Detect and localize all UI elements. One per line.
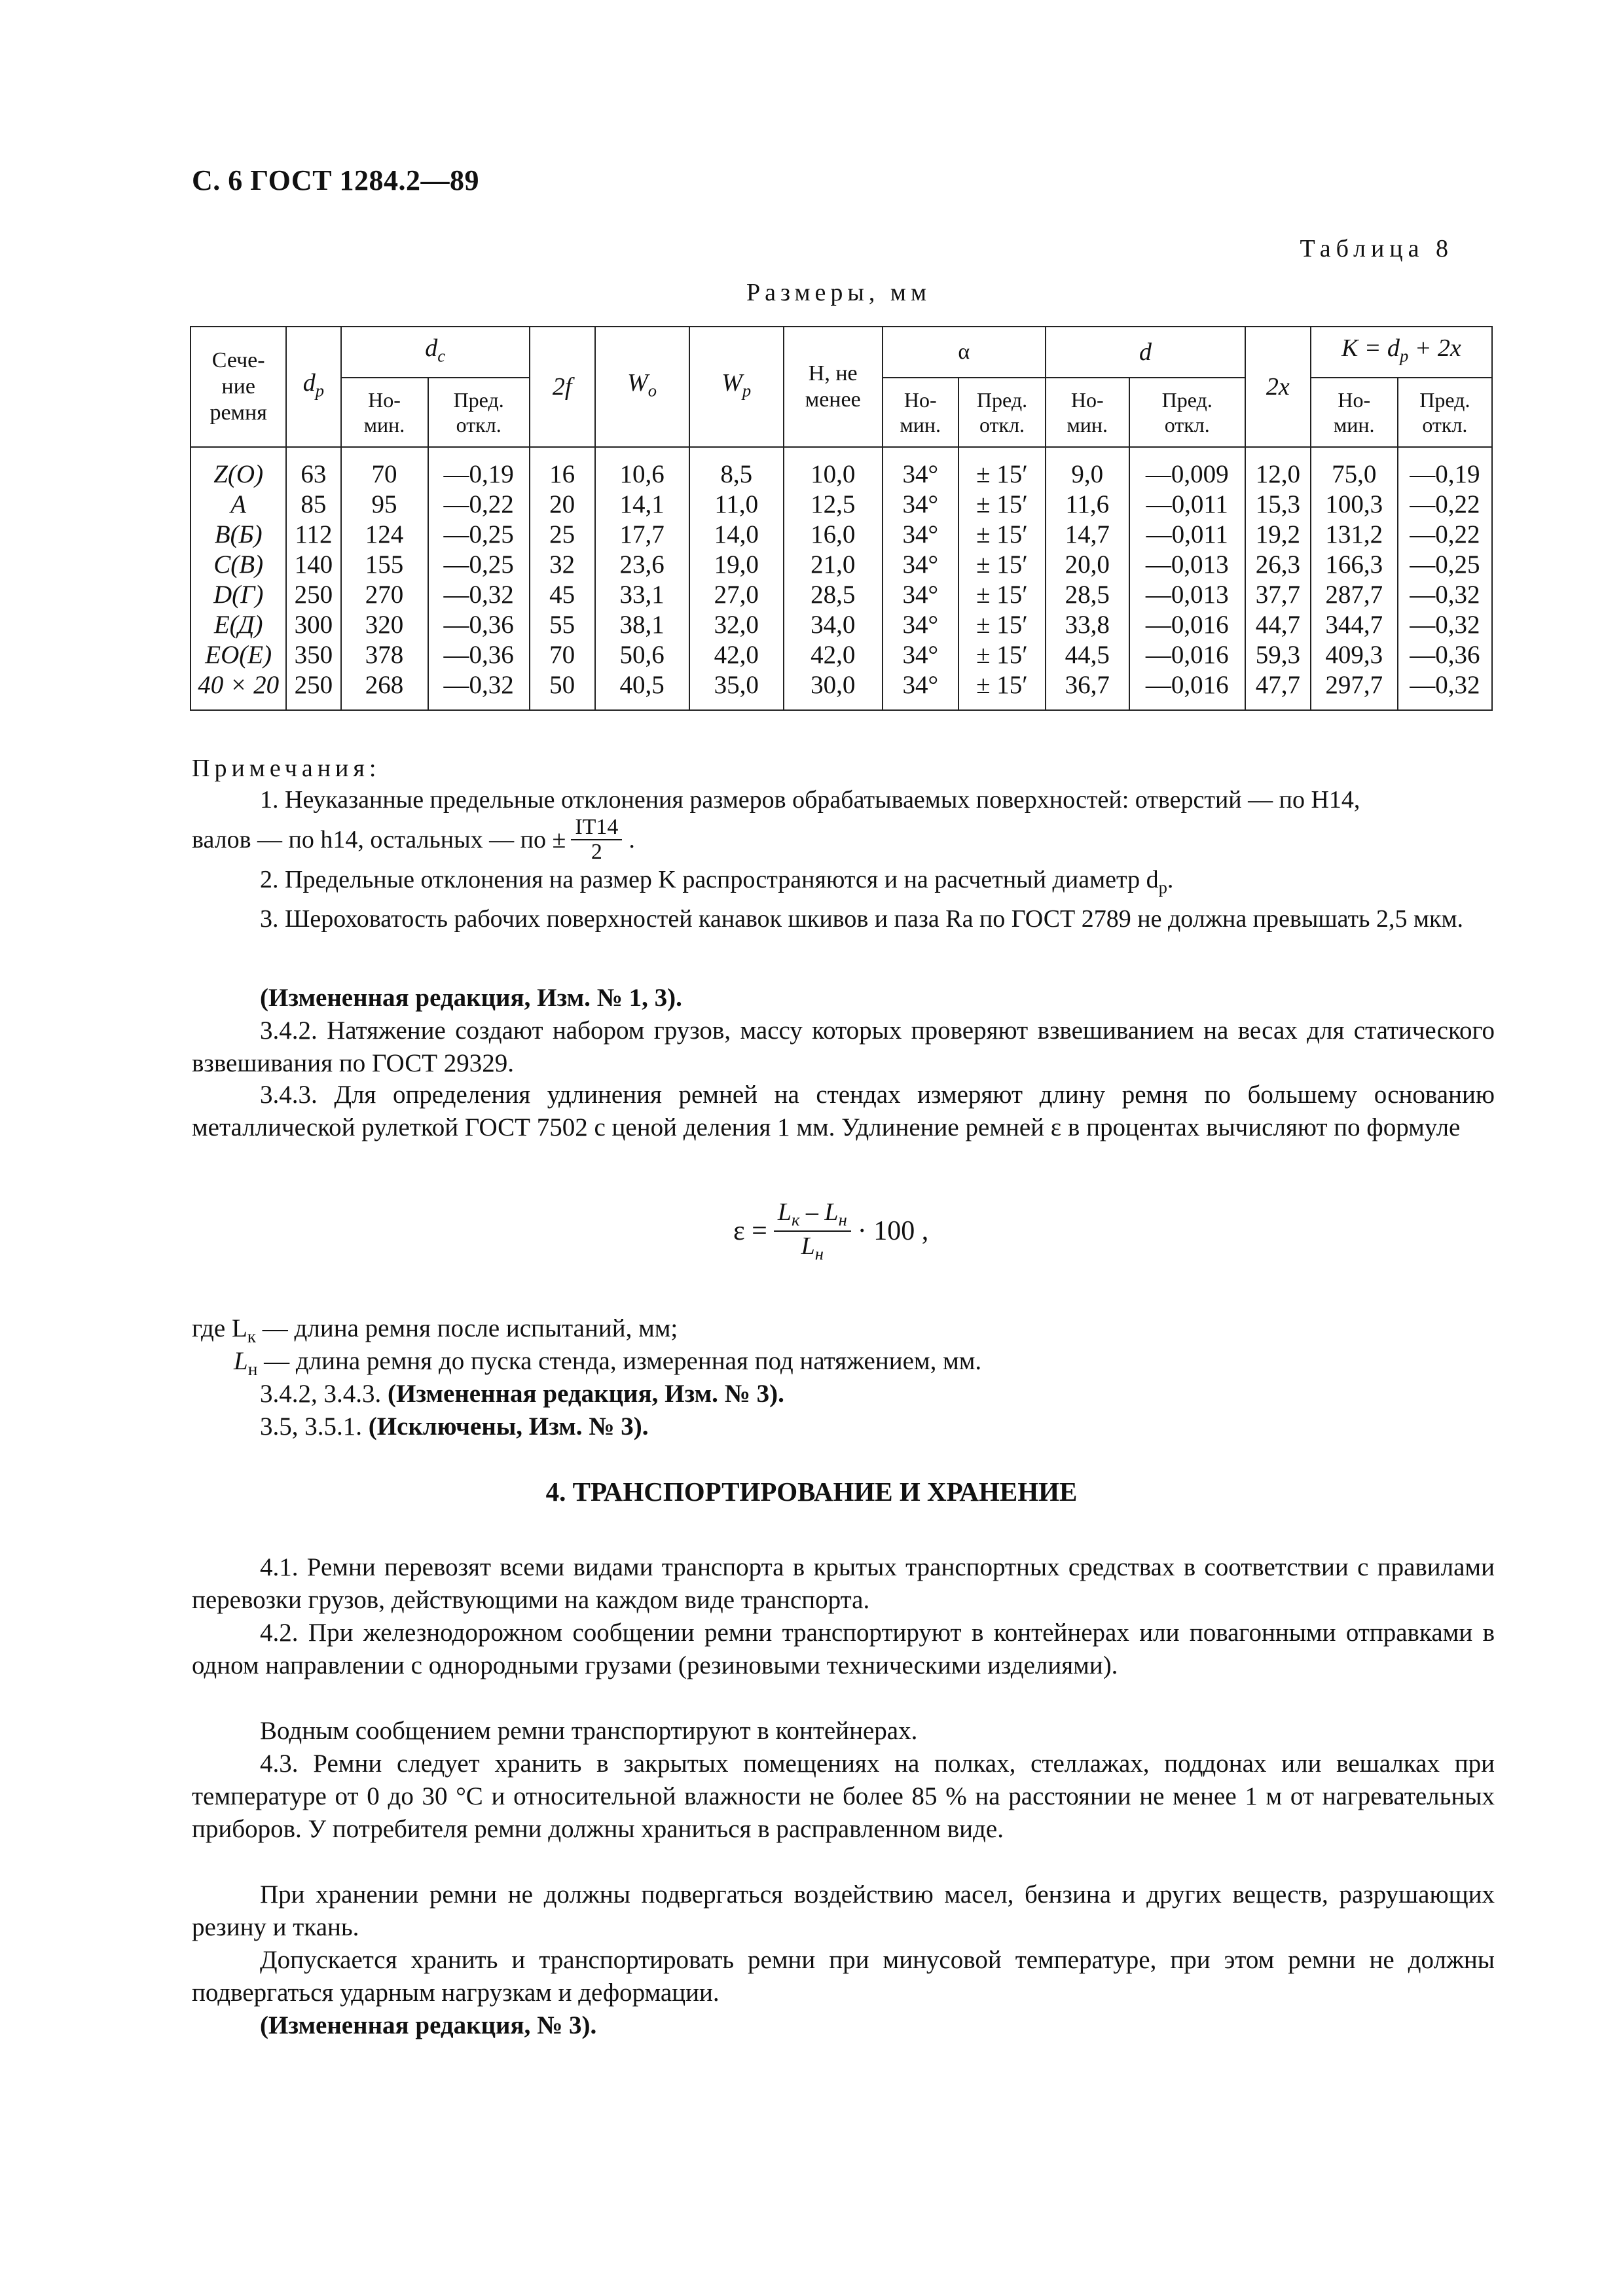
table-cell: 85 xyxy=(286,490,340,520)
table-caption: Размеры, мм xyxy=(746,279,932,306)
col-header-wo: $W_о$ xyxy=(595,327,689,447)
table-cell: 17,7 xyxy=(595,520,689,550)
col-header-h: H, не менее xyxy=(784,327,883,447)
table-cell: 287,7 xyxy=(1311,580,1398,610)
table-cell: 10,6 xyxy=(595,447,689,490)
table-cell: 20,0 xyxy=(1046,550,1129,580)
table-cell: —0,013 xyxy=(1129,580,1245,610)
table-cell: 19,0 xyxy=(689,550,784,580)
table-cell: 75,0 xyxy=(1311,447,1398,490)
table-cell: 344,7 xyxy=(1311,610,1398,640)
table-cell: —0,36 xyxy=(428,610,530,640)
table-cell: 21,0 xyxy=(784,550,883,580)
table-cell: 44,7 xyxy=(1245,610,1311,640)
note-1-frac-den: 2 xyxy=(591,840,602,864)
table-cell: 320 xyxy=(341,610,428,640)
paragraph-4-2: 4.2. При железнодорожном сообщении ремни транспортируют в контейнерах или повагонными отправками в одном направлении с однородными грузами (резиновыми техническими изделиями). xyxy=(192,1619,1495,1679)
table-cell: 140 xyxy=(286,550,340,580)
table-cell: 268 xyxy=(341,670,428,710)
elongation-formula: ε = $\frac{L_к - L_н}{L_н}$ · 100 , xyxy=(733,1198,929,1264)
table-cell: 63 xyxy=(286,447,340,490)
col-header-dc-pred: Пред. откл. xyxy=(428,378,530,447)
table-cell: —0,011 xyxy=(1129,490,1245,520)
paragraph-3-4-3: 3.4.3. Для определения удлинения ремней на стендах измеряют длину ремня по большему основанию металлической рулеткой ГОСТ 7502 с ценой деления 1 мм. Удлинение ремней ε в процентах вычисляют по формуле xyxy=(192,1081,1495,1141)
table-cell: 10,0 xyxy=(784,447,883,490)
table-cell: 20 xyxy=(530,490,595,520)
table-cell: 34° xyxy=(883,490,958,520)
table-cell: 42,0 xyxy=(689,640,784,670)
table-cell: ± 15′ xyxy=(958,610,1046,640)
table-cell: —0,22 xyxy=(1398,490,1492,520)
table-cell: 25 xyxy=(530,520,595,550)
table-cell: 14,7 xyxy=(1046,520,1129,550)
table-cell: ± 15′ xyxy=(958,490,1046,520)
col-header-k-pred: Пред. откл. xyxy=(1398,378,1492,447)
col-header-section: Сече- ние ремня xyxy=(191,327,286,447)
table-cell: 100,3 xyxy=(1311,490,1398,520)
table-row xyxy=(191,670,1492,710)
table-cell: —0,19 xyxy=(1398,447,1492,490)
table-cell: ± 15′ xyxy=(958,640,1046,670)
col-header-2f: 2f xyxy=(530,327,595,447)
col-header-k-nom: Но- мин. xyxy=(1311,378,1398,447)
table-cell: 8,5 xyxy=(689,447,784,490)
table-cell: ± 15′ xyxy=(958,550,1046,580)
table-cell: 16 xyxy=(530,447,595,490)
note-1a: 1. Неуказанные предельные отклонения размеров обрабатываемых поверхностей: отверстий — по Н14, xyxy=(260,786,1360,814)
table-cell: 33,8 xyxy=(1046,610,1129,640)
paragraph-4-3-cold: Допускается хранить и транспортировать ремни при минусовой температуре, при этом ремни не должны подвергаться ударным нагрузкам и деформации. xyxy=(192,1946,1495,2007)
table-row xyxy=(191,610,1492,640)
table-cell: —0,32 xyxy=(1398,610,1492,640)
table-cell: EO(E) xyxy=(191,640,286,670)
table-cell: 34° xyxy=(883,550,958,580)
table-cell: —0,32 xyxy=(1398,670,1492,710)
table-cell: 250 xyxy=(286,670,340,710)
table-row xyxy=(191,490,1492,520)
table-cell: 40 × 20 xyxy=(191,670,286,710)
table-cell: 11,0 xyxy=(689,490,784,520)
table-cell: —0,25 xyxy=(1398,550,1492,580)
excluded-note: 3.5, 3.5.1. (Исключены, Изм. № 3). xyxy=(260,1412,649,1441)
table-cell: 34° xyxy=(883,670,958,710)
table-cell: 12,5 xyxy=(784,490,883,520)
table-cell: 270 xyxy=(341,580,428,610)
table-cell: 34° xyxy=(883,447,958,490)
table-cell: E(Д) xyxy=(191,610,286,640)
table-cell: 166,3 xyxy=(1311,550,1398,580)
note-1-frac-num: IT14 xyxy=(571,816,622,840)
note-3: 3. Шероховатость рабочих поверхностей канавок шкивов и паза Ra по ГОСТ 2789 не должна превышать 2,5 мкм. xyxy=(260,905,1464,933)
table-cell: —0,25 xyxy=(428,520,530,550)
col-header-wp: $W_р$ xyxy=(689,327,784,447)
table-cell: —0,32 xyxy=(428,580,530,610)
table-cell: 9,0 xyxy=(1046,447,1129,490)
page-header: С. 6 ГОСТ 1284.2—89 xyxy=(192,164,480,196)
table-cell: 23,6 xyxy=(595,550,689,580)
table-row xyxy=(191,447,1492,490)
revision-note-1: (Измененная редакция, Изм. № 1, 3). xyxy=(260,984,682,1012)
notes-block xyxy=(192,753,1495,935)
table-row xyxy=(191,640,1492,670)
paragraph-4-3-storage: При хранении ремни не должны подвергаться воздействию масел, бензина и других веществ, разрушающих резину и ткань. xyxy=(192,1880,1495,1941)
notes-title: Примечания: xyxy=(192,755,381,782)
table-cell: B(Б) xyxy=(191,520,286,550)
table-cell: 19,2 xyxy=(1245,520,1311,550)
table-cell: 378 xyxy=(341,640,428,670)
col-header-dc-nom: Но- мин. xyxy=(341,378,428,447)
table-cell: 34° xyxy=(883,520,958,550)
table-cell: 14,0 xyxy=(689,520,784,550)
revision-note-3: (Измененная редакция, № 3). xyxy=(260,2011,597,2039)
table-row xyxy=(191,580,1492,610)
table-cell: 15,3 xyxy=(1245,490,1311,520)
table-cell: ± 15′ xyxy=(958,520,1046,550)
table-cell: 32,0 xyxy=(689,610,784,640)
table-cell: 34,0 xyxy=(784,610,883,640)
table-cell: 112 xyxy=(286,520,340,550)
table-cell: A xyxy=(191,490,286,520)
table-label: Таблица 8 xyxy=(1300,235,1453,262)
table-cell: —0,36 xyxy=(1398,640,1492,670)
table-cell: 32 xyxy=(530,550,595,580)
table-cell: 12,0 xyxy=(1245,447,1311,490)
table-cell: —0,016 xyxy=(1129,610,1245,640)
table-cell: —0,016 xyxy=(1129,670,1245,710)
table-cell: —0,011 xyxy=(1129,520,1245,550)
table-cell: ± 15′ xyxy=(958,670,1046,710)
col-header-alpha-pred: Пред. откл. xyxy=(958,378,1046,447)
table-cell: 155 xyxy=(341,550,428,580)
dimensions-table xyxy=(190,326,1493,711)
table-cell: 30,0 xyxy=(784,670,883,710)
col-header-alpha: α xyxy=(883,327,1046,378)
paragraph-3-4-2: 3.4.2. Натяжение создают набором грузов, массу которых проверяют взвешиванием на весах для статического взвешивания по ГОСТ 29329. xyxy=(192,1016,1495,1077)
table-cell: 28,5 xyxy=(784,580,883,610)
table-cell: 16,0 xyxy=(784,520,883,550)
table-cell: 14,1 xyxy=(595,490,689,520)
table-cell: 33,1 xyxy=(595,580,689,610)
table-cell: ± 15′ xyxy=(958,580,1046,610)
col-header-dp: $d_р$ xyxy=(286,327,340,447)
paragraph-4-3: 4.3. Ремни следует хранить в закрытых помещениях на полках, стеллажах, поддонах или вешалках при температуре от 0 до 30 °С и относительной влажности не более 85 % на расстоянии не менее 1 м от нагревательных приборов. У потребителя ремни должны храниться в расправленном виде. xyxy=(192,1749,1495,1843)
paragraph-4-2-water: Водным сообщением ремни транспортируют в контейнерах. xyxy=(260,1717,918,1745)
table-cell: 40,5 xyxy=(595,670,689,710)
table-cell: ± 15′ xyxy=(958,447,1046,490)
table-cell: Z(O) xyxy=(191,447,286,490)
col-header-alpha-nom: Но- мин. xyxy=(883,378,958,447)
table-cell: 34° xyxy=(883,610,958,640)
revision-note-2: 3.4.2, 3.4.3. (Измененная редакция, Изм. № 3). xyxy=(260,1380,784,1408)
table-cell: 26,3 xyxy=(1245,550,1311,580)
table-cell: 95 xyxy=(341,490,428,520)
table-cell: —0,32 xyxy=(1398,580,1492,610)
table-cell: —0,22 xyxy=(1398,520,1492,550)
table-cell: —0,016 xyxy=(1129,640,1245,670)
table-cell: 131,2 xyxy=(1311,520,1398,550)
table-cell: 34° xyxy=(883,580,958,610)
table-cell: 38,1 xyxy=(595,610,689,640)
table-cell: 409,3 xyxy=(1311,640,1398,670)
table-cell: C(B) xyxy=(191,550,286,580)
table-cell: 28,5 xyxy=(1046,580,1129,610)
col-header-2x: 2x xyxy=(1245,327,1311,447)
table-cell: —0,013 xyxy=(1129,550,1245,580)
table-cell: 42,0 xyxy=(784,640,883,670)
table-cell: 44,5 xyxy=(1046,640,1129,670)
section-title: 4. ТРАНСПОРТИРОВАНИЕ И ХРАНЕНИЕ xyxy=(545,1477,1078,1507)
col-header-dc: $d_с$ xyxy=(341,327,530,378)
table-cell: 250 xyxy=(286,580,340,610)
table-body xyxy=(191,447,1492,710)
table-row xyxy=(191,520,1492,550)
table-cell: 50 xyxy=(530,670,595,710)
col-header-d: d xyxy=(1046,327,1245,378)
note-1b: валов — по h14, остальных — по ± $\frac{IT14}{2}$ . xyxy=(192,815,635,864)
table-cell: 59,3 xyxy=(1245,640,1311,670)
table-cell: 11,6 xyxy=(1046,490,1129,520)
table-cell: —0,19 xyxy=(428,447,530,490)
paragraph-4-1: 4.1. Ремни перевозят всеми видами транспорта в крытых транспортных средствах в соответствии с правилами перевозки грузов, действующими на каждом виде транспорта. xyxy=(192,1553,1495,1614)
table-cell: D(Г) xyxy=(191,580,286,610)
table-cell: —0,32 xyxy=(428,670,530,710)
table-cell: 37,7 xyxy=(1245,580,1311,610)
table-cell: 45 xyxy=(530,580,595,610)
table-cell: 70 xyxy=(530,640,595,670)
table-row xyxy=(191,550,1492,580)
table-cell: 35,0 xyxy=(689,670,784,710)
table-cell: —0,25 xyxy=(428,550,530,580)
table-cell: —0,009 xyxy=(1129,447,1245,490)
table-cell: 36,7 xyxy=(1046,670,1129,710)
where-line-1: где $L_к$ — длина ремня после испытаний, мм; xyxy=(192,1314,678,1346)
table-cell: 47,7 xyxy=(1245,670,1311,710)
note-2: 2. Предельные отклонения на размер K распространяются и на расчетный диаметр $d_р$. xyxy=(260,866,1174,897)
col-header-d-pred: Пред. откл. xyxy=(1129,378,1245,447)
table-cell: —0,36 xyxy=(428,640,530,670)
col-header-k: $K = d_р + 2x$ xyxy=(1311,327,1492,378)
table-cell: 27,0 xyxy=(689,580,784,610)
table-cell: 300 xyxy=(286,610,340,640)
col-header-d-nom: Но- мин. xyxy=(1046,378,1129,447)
table-cell: 34° xyxy=(883,640,958,670)
table-cell: 297,7 xyxy=(1311,670,1398,710)
table-cell: 350 xyxy=(286,640,340,670)
table-cell: —0,22 xyxy=(428,490,530,520)
table-cell: 55 xyxy=(530,610,595,640)
where-line-2: $L_н$ — длина ремня до пуска стенда, измеренная под натяжением, мм. xyxy=(234,1347,982,1379)
table-cell: 70 xyxy=(341,447,428,490)
table-cell: 50,6 xyxy=(595,640,689,670)
table-cell: 124 xyxy=(341,520,428,550)
